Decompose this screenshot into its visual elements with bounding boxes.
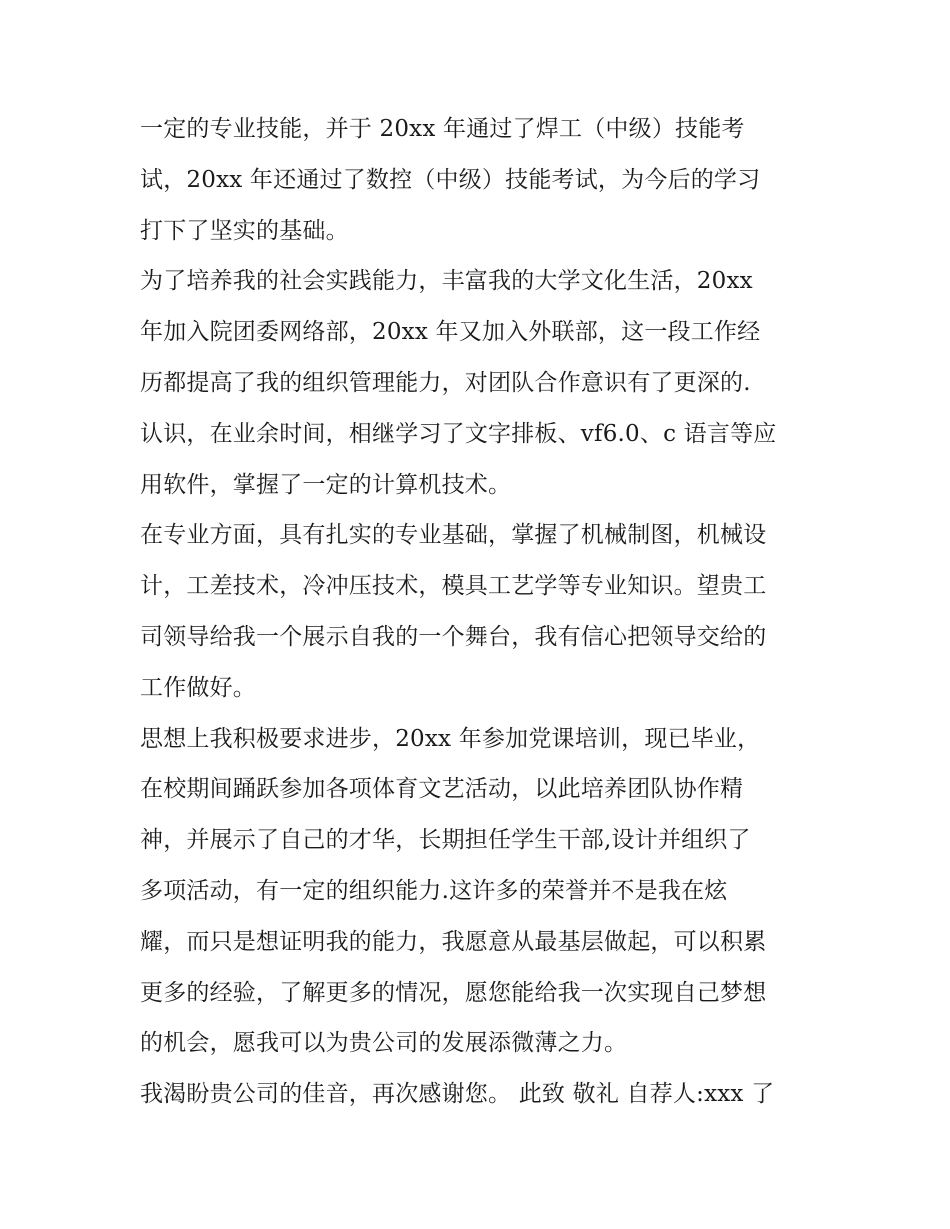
text-line: 多项活动，有一定的组织能力.这许多的荣誉并不是我在炫: [140, 877, 728, 904]
text-line: 更多的经验，了解更多的情况，愿您能给我一次实现自己梦想: [140, 979, 767, 1006]
text-line: 年加入院团委网络部，20xx 年又加入外联部，这一段工作经: [140, 319, 761, 346]
text-line: 耀，而只是想证明我的能力，我愿意从最基层做起，可以积累: [140, 928, 767, 955]
text-line: 思想上我积极要求进步，20xx 年参加党课培训，现已毕业，: [140, 725, 761, 752]
text-line: 在专业方面，具有扎实的专业基础，掌握了机械制图，机械设: [140, 522, 767, 549]
text-line: 司领导给我一个展示自我的一个舞台，我有信心把领导交给的: [140, 623, 767, 650]
document-body: [140, 104, 830, 1120]
text-line: 用软件，掌握了一定的计算机技术。: [140, 471, 512, 498]
text-line: 计，工差技术，冷冲压技术，模具工艺学等专业知识。望贵工: [140, 573, 767, 600]
text-line: 在校期间踊跃参加各项体育文艺活动，以此培养团队协作精: [140, 776, 744, 803]
text-line: 工作做好。: [140, 674, 256, 701]
text-line: 一定的专业技能，并于 20xx 年通过了焊工（中级）技能考: [140, 116, 745, 142]
text-line: 为了培养我的社会实践能力，丰富我的大学文化生活，20xx: [140, 268, 753, 295]
text-line: 神，并展示了自己的才华，长期担任学生干部,设计并组织了: [140, 827, 751, 854]
text-line: 的机会，愿我可以为贵公司的发展添微薄之力。: [140, 1030, 628, 1057]
text-line: 我渴盼贵公司的佳音，再次感谢您。 此致 敬礼 自荐人:xxx 了: [140, 1081, 775, 1108]
text-line: 打下了坚实的基础。: [140, 217, 349, 244]
text-line: 认识，在业余时间，相继学习了文字排板、vf6.0、c 语言等应: [140, 420, 777, 447]
text-line: 试，20xx 年还通过了数控（中级）技能考试，为今后的学习: [140, 166, 761, 193]
text-line: 历都提高了我的组织管理能力，对团队合作意识有了更深的.: [140, 369, 751, 396]
